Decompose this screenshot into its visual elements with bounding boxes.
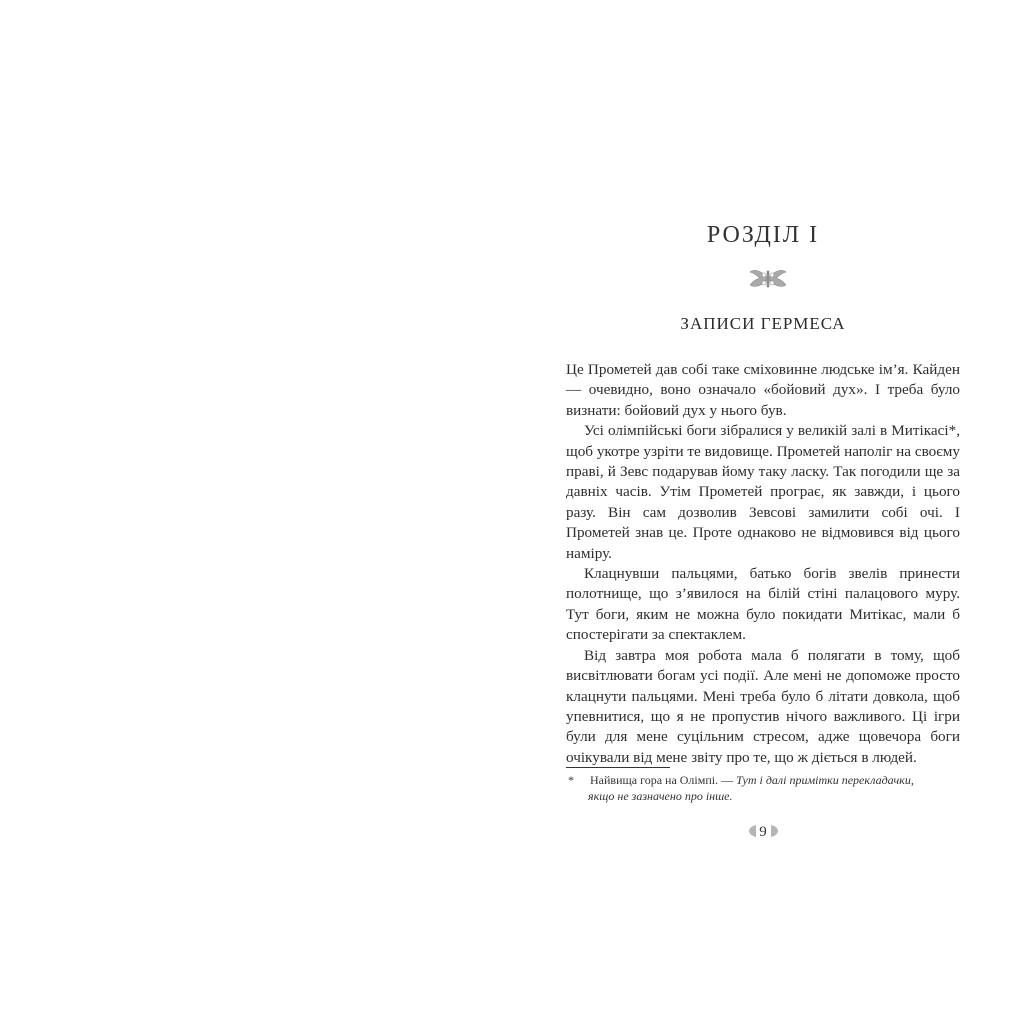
body-text bbox=[566, 360, 960, 768]
paragraph: Клацнувши пальцями, батько богів звелів принести полотнище, що з’явилося на білій стіні палацового муру. Тут боги, яким не можна було покидати Митікас, мали б спостерігати за спектаклем. bbox=[566, 565, 960, 644]
footnote-text: Найвища гора на Олімпі. — bbox=[590, 773, 737, 787]
chapter-title: РОЗДІЛ I bbox=[706, 222, 820, 248]
footnote bbox=[566, 772, 960, 804]
footnote-divider bbox=[566, 767, 670, 768]
page-number bbox=[566, 824, 960, 841]
book-page bbox=[566, 0, 960, 1024]
page-number-text: 9 bbox=[759, 824, 767, 840]
footnote-italic-text: Тут і далі примітки перекладачки, bbox=[736, 773, 914, 787]
page-ornament-right-icon bbox=[771, 824, 779, 838]
paragraph: Це Прометей дав собі таке сміховинне людське ім’я. Кайден — очевидно, воно означало «бойовий дух». І треба було визнати: бойовий дух у нього був. bbox=[566, 361, 960, 419]
page-ornament-left-icon bbox=[748, 824, 756, 838]
section-title: ЗАПИСИ ГЕРМЕСА bbox=[680, 314, 846, 333]
footnote-italic-text-line2: якщо не зазначено про інше. bbox=[588, 789, 733, 803]
floral-ornament-icon bbox=[748, 268, 788, 290]
paragraph: Усі олімпійські боги зібралися у великій залі в Митікасі*, щоб укотре узріти те видовище. Прометей наполіг на своєму праві, й Зевс подарував йому таку ласку. Так погодили ще за давніх часів. Утім Прометей програє, як завжди, і цього разу. Він сам дозволив Зевсові замилити собі очі. І Прометей знав це. Проте однаково не відмовився від цього наміру. bbox=[566, 422, 960, 562]
footnote-mark: * bbox=[568, 773, 574, 787]
paragraph: Від завтра моя робота мала б полягати в тому, щоб висвітлювати богам усі події. Але мені не допоможе просто клацнути пальцями. Мені треба було б літати довкола, щоб упевнитися, що я не пропустив нічого важливого. Ці ігри були для мене суцільним стресом, адже щовечора боги очікували від мене звіту про те, що ж діється в людей. bbox=[566, 646, 960, 766]
